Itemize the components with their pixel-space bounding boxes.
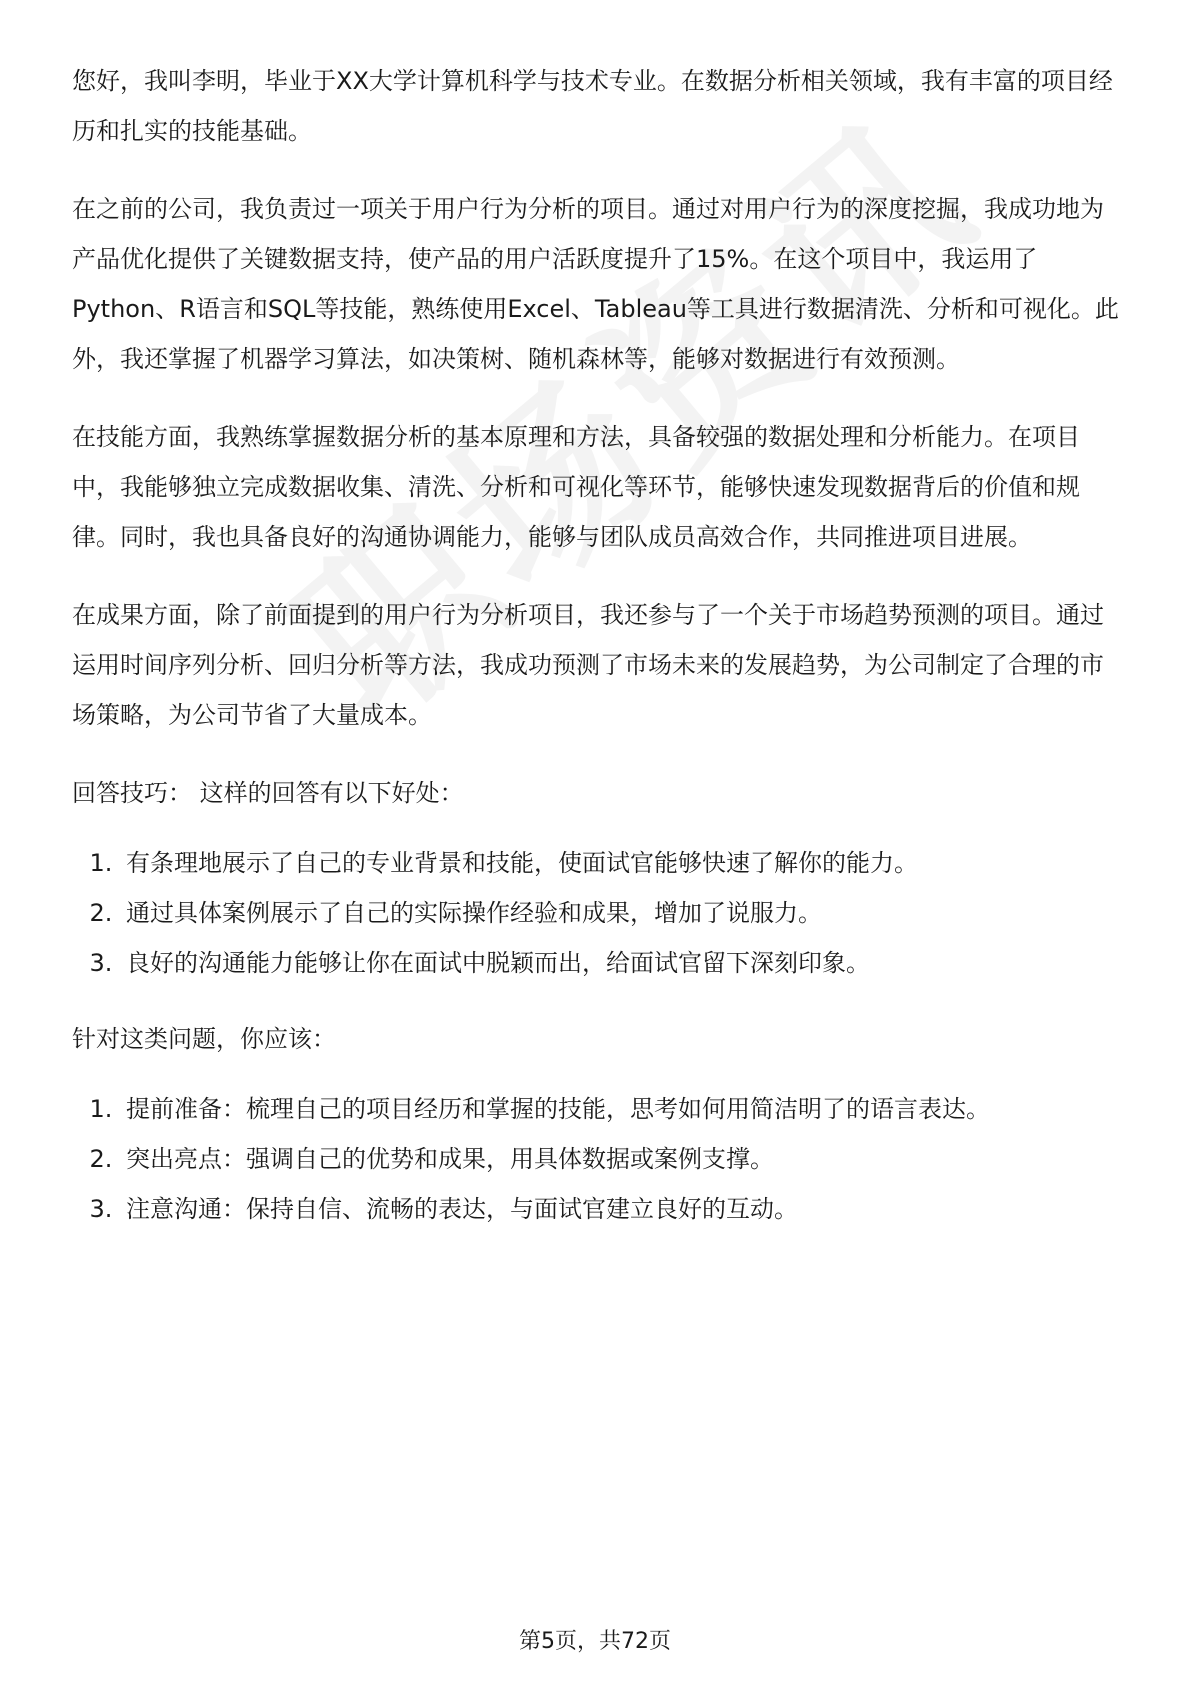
paragraph-intro: 您好，我叫李明，毕业于XX大学计算机科学与技术专业。在数据分析相关领域，我有丰富的项目经历和扎实的技能基础。 — [72, 67, 1113, 145]
list-item: 3. 注意沟通：保持自信、流畅的表达，与面试官建立良好的互动。 — [120, 1184, 1122, 1234]
tips-list — [72, 838, 1122, 988]
list-item: 1. 有条理地展示了自己的专业背景和技能，使面试官能够快速了解你的能力。 — [120, 838, 1122, 888]
advice-list — [72, 1084, 1122, 1234]
document-body — [72, 56, 1122, 1260]
list-item: 3. 良好的沟通能力能够让你在面试中脱颖而出，给面试官留下深刻印象。 — [120, 938, 1122, 988]
page-number: 第5页，共72页 — [519, 1629, 671, 1654]
list-item: 2. 突出亮点：强调自己的优势和成果，用具体数据或案例支撑。 — [120, 1134, 1122, 1184]
paragraph-skills: 在技能方面，我熟练掌握数据分析的基本原理和方法，具备较强的数据处理和分析能力。在项目中，我能够独立完成数据收集、清洗、分析和可视化等环节，能够快速发现数据背后的价值和规律。同时，我也具备良好的沟通协调能力，能够与团队成员高效合作，共同推进项目进展。 — [72, 423, 1080, 551]
advice-heading: 针对这类问题，你应该： — [72, 1025, 336, 1053]
paragraph-project: 在之前的公司，我负责过一项关于用户行为分析的项目。通过对用户行为的深度挖掘，我成功地为产品优化提供了关键数据支持，使产品的用户活跃度提升了15%。在这个项目中，我运用了Python、R语言和SQL等技能，熟练使用Excel、Tableau等工具进行数据清洗、分析和可视化。此外，我还掌握了机器学习算法，如决策树、随机森林等，能够对数据进行有效预测。 — [72, 195, 1119, 373]
tips-heading: 回答技巧： 这样的回答有以下好处： — [72, 779, 464, 807]
paragraph-results: 在成果方面，除了前面提到的用户行为分析项目，我还参与了一个关于市场趋势预测的项目。通过运用时间序列分析、回归分析等方法，我成功预测了市场未来的发展趋势，为公司制定了合理的市场策略，为公司节省了大量成本。 — [72, 601, 1104, 729]
list-item: 1. 提前准备：梳理自己的项目经历和掌握的技能，思考如何用简洁明了的语言表达。 — [120, 1084, 1122, 1134]
list-item: 2. 通过具体案例展示了自己的实际操作经验和成果，增加了说服力。 — [120, 888, 1122, 938]
